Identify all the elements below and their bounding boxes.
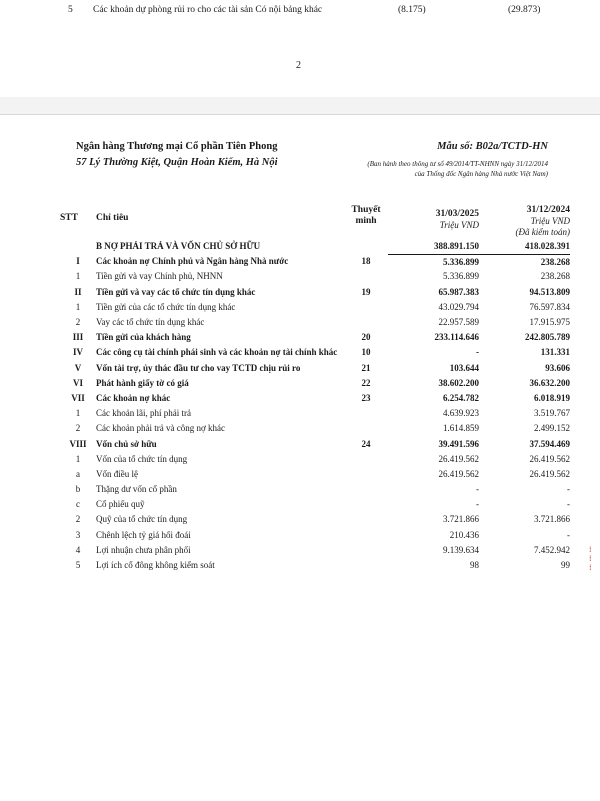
row-value-2025: 22.957.589 <box>438 317 479 328</box>
row-value-2025: 1.614.859 <box>443 423 479 434</box>
row-value-2024: - <box>567 529 570 540</box>
row-value-2024: 76.597.834 <box>529 301 570 312</box>
table-row <box>60 391 570 406</box>
table-row <box>60 345 570 360</box>
row-note <box>344 467 388 482</box>
row-value-2024: 36.632.200 <box>529 377 570 388</box>
row-stt: V <box>74 362 82 373</box>
row-label: Các khoản phải trả và công nợ khác <box>96 423 225 434</box>
row-note: 24 <box>361 438 371 449</box>
row-value-2025: 4.639.923 <box>443 408 479 419</box>
row-note <box>344 482 388 497</box>
balance-sheet-table <box>60 205 570 573</box>
column-header-item: Chỉ tiêu <box>96 213 129 223</box>
row-label: Các khoản nợ Chính phủ và Ngân hàng Nhà nước <box>96 256 289 267</box>
column-header-2024: 31/12/2024 Triệu VND (Đã kiểm toán) <box>515 205 570 237</box>
bank-name: Ngân hàng Thương mại Cổ phần Tiên Phong <box>76 141 278 152</box>
table-row <box>60 376 570 391</box>
row-note <box>344 543 388 558</box>
row-stt: II <box>74 286 82 297</box>
row-note: 10 <box>361 347 371 358</box>
row-label: Tiền gửi và vay Chính phủ, NHNN <box>96 271 223 282</box>
row-stt: III <box>72 332 84 343</box>
row-note <box>344 315 388 330</box>
row-label: Tiền gửi của khách hàng <box>96 332 191 343</box>
row-value-2025: 5.336.899 <box>443 271 479 282</box>
row-label: B NỢ PHẢI TRẢ VÀ VỐN CHỦ SỞ HỮU <box>96 241 261 252</box>
row-label: Vốn của tổ chức tín dụng <box>96 453 188 464</box>
row-value-2025: - <box>476 347 479 358</box>
table-row <box>60 406 570 421</box>
row-note: 19 <box>361 286 371 297</box>
row-stt: 5 <box>68 5 73 15</box>
row-label: Các khoản dự phòng rủi ro cho các tài sản Có nội bảng khác <box>93 5 323 15</box>
table-row <box>60 315 570 330</box>
row-stt: 2 <box>75 423 81 434</box>
row-value-2024: - <box>567 484 570 495</box>
row-label: Các khoản nợ khác <box>96 392 171 403</box>
row-value-2025: 43.029.794 <box>438 301 479 312</box>
row-value-2025: 5.336.899 <box>443 256 479 267</box>
table-row <box>60 558 570 573</box>
row-value-2025: 388.891.150 <box>388 239 479 254</box>
row-label: Vốn chủ sở hữu <box>96 438 157 449</box>
row-value-2025: (8.175) <box>398 5 426 15</box>
row-value-2024: - <box>567 499 570 510</box>
row-stt: IV <box>72 347 83 358</box>
row-note <box>344 406 388 421</box>
row-value-2024: 99 <box>561 560 570 571</box>
row-stt: VI <box>72 377 83 388</box>
row-stt: 2 <box>75 514 81 525</box>
row-value-2025: 3.721.866 <box>443 514 479 525</box>
row-value-2025: 26.419.562 <box>438 468 479 479</box>
row-note: 20 <box>361 332 371 343</box>
table-row <box>60 482 570 497</box>
row-stt: 1 <box>75 408 81 419</box>
row-label: Lợi ích cổ đông không kiểm soát <box>96 560 215 571</box>
column-header-note: Thuyết minh <box>351 205 381 226</box>
table-row <box>60 330 570 345</box>
row-label: Quỹ của tổ chức tín dụng <box>96 514 188 525</box>
row-value-2025: 103.644 <box>449 362 479 373</box>
page-number: 2 <box>296 60 301 71</box>
row-value-2024: 2.499.152 <box>534 423 570 434</box>
row-stt: 5 <box>75 560 81 571</box>
row-value-2024: 94.513.809 <box>529 286 570 297</box>
table-row <box>60 512 570 527</box>
table-row <box>60 528 570 543</box>
table-row <box>60 421 570 436</box>
row-note <box>344 421 388 436</box>
row-note <box>344 300 388 315</box>
row-label: Thặng dư vốn cổ phần <box>96 484 177 495</box>
row-label: Vay các tổ chức tín dụng khác <box>96 317 205 328</box>
side-stamp-mark: ⁞ ⁞ ⁞ <box>589 545 592 572</box>
row-stt: b <box>75 484 81 495</box>
row-note: 23 <box>361 392 371 403</box>
row-value-2025: 9.139.634 <box>443 544 479 555</box>
row-stt: VIII <box>69 438 87 449</box>
table-row <box>60 436 570 451</box>
row-label: Chênh lệch tỷ giá hối đoái <box>96 529 191 540</box>
column-header-2025: 31/03/2025 Triệu VND <box>435 209 479 230</box>
row-label: Tiền gửi và vay các tổ chức tín dụng khác <box>96 286 256 297</box>
row-value-2024: 242.805.789 <box>525 332 570 343</box>
row-stt: 1 <box>75 271 81 282</box>
row-note: 18 <box>361 256 371 267</box>
row-value-2024: 93.606 <box>545 362 570 373</box>
table-header-row <box>60 205 570 239</box>
previous-page-fragment <box>0 0 600 98</box>
row-note <box>344 558 388 573</box>
table-row <box>60 285 570 300</box>
table-row <box>60 300 570 315</box>
row-label: Vốn điều lệ <box>96 468 138 479</box>
row-note: 22 <box>361 377 371 388</box>
row-note: 21 <box>361 362 371 373</box>
row-label: Các khoản lãi, phí phải trả <box>96 408 191 419</box>
row-value-2024: 238.268 <box>540 256 570 267</box>
row-value-2024: 7.452.942 <box>534 544 570 555</box>
form-note-line1: (Ban hành theo thông tư số 49/2014/TT-NHNN ngày 31/12/2014 <box>367 160 548 168</box>
row-value-2025: 98 <box>470 560 479 571</box>
row-note <box>344 512 388 527</box>
row-note <box>344 269 388 284</box>
row-stt: c <box>76 499 80 510</box>
row-stt <box>60 239 96 254</box>
row-label: Phát hành giấy tờ có giá <box>96 377 189 388</box>
row-note <box>344 239 388 254</box>
row-value-2025: 6.254.782 <box>443 392 479 403</box>
row-stt: 3 <box>75 529 81 540</box>
table-row <box>60 467 570 482</box>
row-label: Lợi nhuận chưa phân phối <box>96 544 191 555</box>
row-label: Cổ phiếu quỹ <box>96 499 145 510</box>
row-value-2025: 38.602.200 <box>438 377 479 388</box>
row-stt: I <box>76 256 80 267</box>
table-row <box>60 254 570 269</box>
row-value-2025: 233.114.646 <box>434 332 479 343</box>
row-stt: 1 <box>75 301 81 312</box>
row-note <box>344 452 388 467</box>
row-value-2024: 238.268 <box>540 271 570 282</box>
form-code: Mẫu số: B02a/TCTD-HN <box>437 141 548 152</box>
row-label: Vốn tài trợ, ủy thác đầu tư cho vay TCTD chịu rủi ro <box>96 362 301 373</box>
row-value-2024: 131.331 <box>540 347 570 358</box>
row-value-2024: 6.018.919 <box>534 392 570 403</box>
row-value-2025: - <box>476 499 479 510</box>
row-label: Tiền gửi của các tổ chức tín dụng khác <box>96 301 236 312</box>
table-row <box>60 361 570 376</box>
row-value-2025: 65.987.383 <box>438 286 479 297</box>
row-value-2024: 418.028.391 <box>479 239 570 254</box>
table-row <box>60 497 570 512</box>
row-stt: 2 <box>75 317 81 328</box>
row-stt: 1 <box>75 453 81 464</box>
row-value-2024: (29.873) <box>508 5 541 15</box>
row-label: Các công cụ tài chính phái sinh và các khoản nợ tài chính khác <box>96 347 338 358</box>
row-value-2024: 3.519.767 <box>534 408 570 419</box>
row-value-2024: 3.721.866 <box>534 514 570 525</box>
row-value-2025: - <box>476 484 479 495</box>
row-note <box>344 497 388 512</box>
row-value-2025: 26.419.562 <box>438 453 479 464</box>
table-row <box>60 452 570 467</box>
page-gap <box>0 97 600 114</box>
row-stt: VII <box>71 392 85 403</box>
column-header-stt: STT <box>60 213 78 223</box>
form-note-line2: của Thống đốc Ngân hàng Nhà nước Việt Nam) <box>414 170 548 178</box>
table-row <box>60 269 570 284</box>
bank-address: 57 Lý Thường Kiệt, Quận Hoàn Kiếm, Hà Nội <box>76 157 278 168</box>
row-stt: 4 <box>75 544 81 555</box>
row-note <box>344 528 388 543</box>
row-value-2024: 26.419.562 <box>529 468 570 479</box>
row-value-2024: 26.419.562 <box>529 453 570 464</box>
row-value-2024: 37.594.469 <box>529 438 570 449</box>
row-value-2024: 17.915.975 <box>529 317 570 328</box>
row-value-2025: 39.491.596 <box>438 438 479 449</box>
table-row <box>60 543 570 558</box>
table-row <box>60 239 570 254</box>
row-stt: a <box>76 468 80 479</box>
row-value-2025: 210.436 <box>449 529 479 540</box>
